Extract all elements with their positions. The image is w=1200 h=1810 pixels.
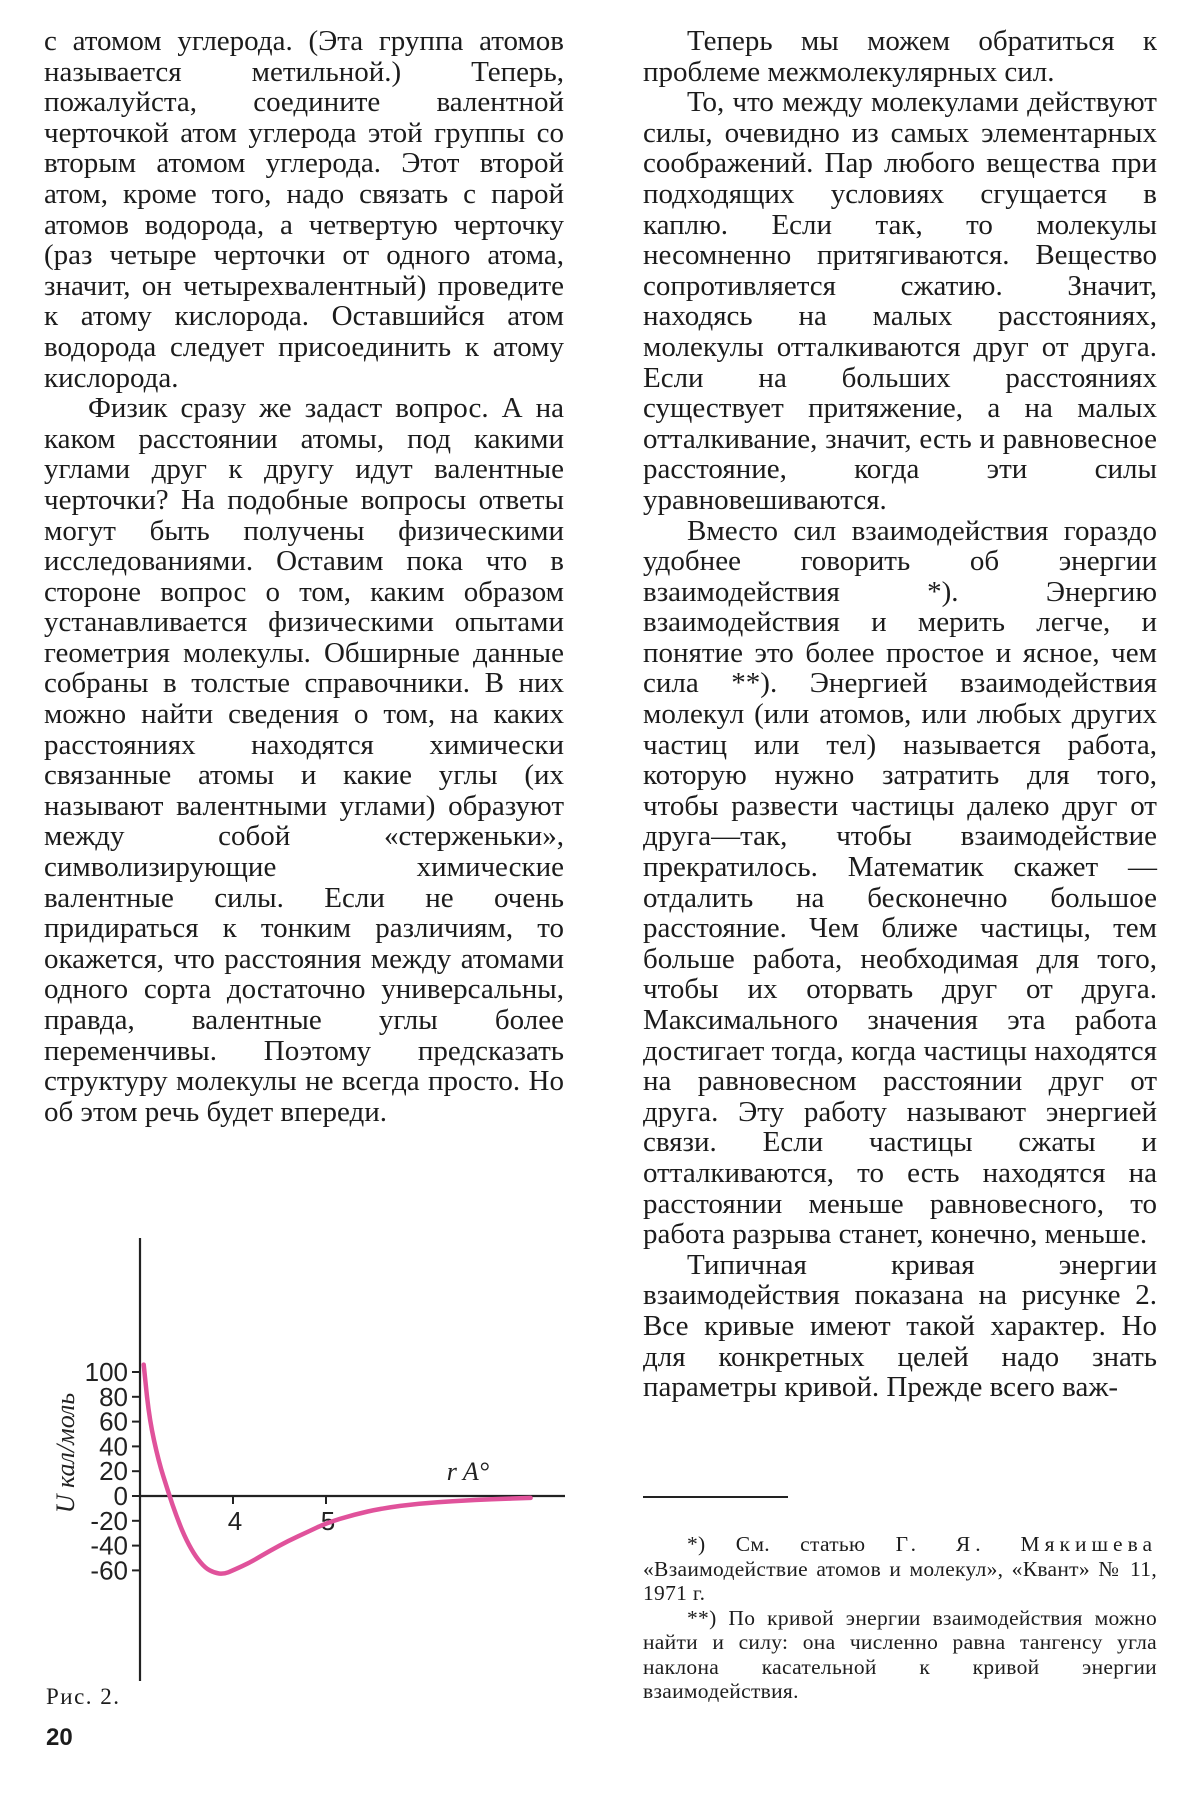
footnote-1-rest: «Взаимодействие атомов и молекул», «Квант» № 11, 1971 г. bbox=[643, 1556, 1157, 1605]
left-paragraph-2: Физик сразу же задаст вопрос. А на каком расстоянии атомы, под какими углами друг к другу идут валентные черточки? На подобные вопросы ответы могут быть получены физическими исследованиями. Оставим пока что в стороне вопрос о том, каким образом устанавливается физическими опытами геометрия молекулы. Обширные данные собраны в толстые справочники. В них можно найти сведения о том, на каких расстояниях находятся химически связанные атомы и какие углы (их называют валентными углами) образуют между собой «стерженьки», символизирующие химические валентные силы. Если не очень придираться к тонким различиям, то окажется, что расстояния между атомами одного сорта достаточно универсальны, правда, валентные углы более переменчивы. Поэтому предсказать структуру молекулы не всегда просто. Но об этом речь будет впереди. bbox=[44, 392, 564, 1128]
figure-caption: Рис. 2. bbox=[46, 1684, 121, 1709]
x-tick-label: 4 bbox=[227, 1506, 243, 1536]
left-paragraph-1: с атомом углерода. (Эта группа атомов называется метильной.) Теперь, пожалуйста, соедините валентной черточкой атом углерода этой группы со вторым атомом углерода. Этот второй атом, кроме того, надо связать с парой атомов водорода, а четвертую черточку (раз четыре черточки от одного атома, значит, он четырехвалентный) проведите к атому кислорода. Оставшийся атом водорода следует присоединить к атому кислорода. bbox=[44, 25, 564, 394]
y-tick-label: -60 bbox=[90, 1555, 128, 1586]
footnote-1-prefix: *) См. статью bbox=[687, 1532, 896, 1556]
y-tick-label: -40 bbox=[90, 1530, 128, 1561]
x-axis-title: r A° bbox=[446, 1457, 490, 1486]
energy-chart bbox=[40, 1238, 600, 1698]
y-tick-label: 20 bbox=[99, 1456, 128, 1487]
footnotes bbox=[643, 1496, 1157, 1704]
y-tick-label: 100 bbox=[84, 1357, 128, 1387]
y-tick-label: 0 bbox=[113, 1481, 128, 1511]
right-paragraph-3: Вместо сил взаимодействия гораздо удобнее говорить об энергии взаимодействия *). Энергию взаимодействия и мерить легче, и понятие это более простое и ясное, чем сила **). Энергией взаимодействия молекул (или атомов, или любых других частиц или тел) называется работа, которую нужно затратить для того, чтобы развести частицы далеко друг от друга—так, чтобы взаимодействие прекратилось. Математик скажет — отдалить на бесконечно большое расстояние. Чем ближе частицы, тем больше работа, необходимая для того, чтобы их оторвать друг от друга. Максимального значения эта работа достигает тогда, когда частицы находятся на равновесном расстоянии друг от друга. Эту работу называют энергией связи. Если частицы сжаты и отталкиваются, то есть находятся на расстоянии меньше равновесного, то работа разрыва станет, конечно, меньше. bbox=[643, 514, 1157, 1251]
footnote-2: **) По кривой энергии взаимодействия можно найти и силу: она численно равна тангенсу угла наклона касательной к кривой энергии взаимодействия. bbox=[643, 1605, 1157, 1703]
y-tick-label: 80 bbox=[99, 1381, 128, 1412]
right-paragraph-1: Теперь мы можем обратиться к проблеме межмолекулярных сил. bbox=[643, 25, 1157, 88]
right-paragraph-4: Типичная кривая энергии взаимодействия показана на рисунке 2. Все кривые имеют такой характер. Но для конкретных целей надо знать параметры кривой. Прежде всего важ- bbox=[643, 1248, 1157, 1404]
x-tick-label: 5 bbox=[320, 1506, 336, 1536]
footnote-1-author: Г. Я. Мякишева bbox=[895, 1532, 1157, 1556]
right-paragraph-2: То, что между молекулами действуют силы, очевидно из самых элементарных соображений. Пар любого вещества при подходящих условиях сгущается в каплю. Если так, то молекулы несомненно притягиваются. Вещество сопротивляется сжатию. Значит, находясь на малых расстояниях, молекулы отталкиваются друг от друга. Если на больших расстояниях существует притяжение, а на малых отталкивание, значит, есть и равновесное расстояние, когда эти силы уравновешиваются. bbox=[643, 86, 1157, 516]
energy-chart-svg bbox=[40, 1238, 600, 1698]
y-tick-label: 40 bbox=[99, 1431, 128, 1462]
footnote-1 bbox=[643, 1532, 1157, 1606]
y-tick-label: -20 bbox=[90, 1505, 128, 1536]
right-column bbox=[643, 26, 1157, 1403]
y-axis-title: U кал/моль bbox=[51, 1392, 80, 1514]
left-column bbox=[44, 26, 564, 1127]
footnote-rule bbox=[643, 1496, 788, 1498]
y-tick-label: 60 bbox=[99, 1406, 128, 1437]
page-number: 20 bbox=[46, 1724, 73, 1751]
